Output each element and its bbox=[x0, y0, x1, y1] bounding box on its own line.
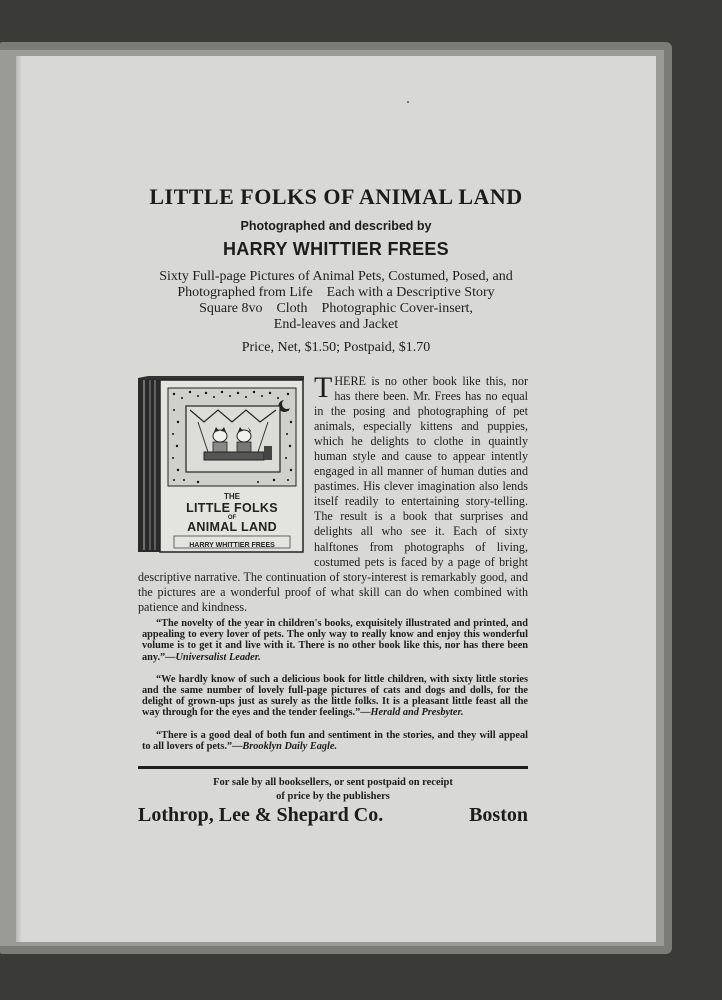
press-quote bbox=[142, 618, 528, 663]
book-description bbox=[16, 269, 656, 333]
quote-source: Universalist Leader. bbox=[175, 651, 261, 663]
quote-text: “There is a good deal of both fun and sentiment in the stories, and they will appeal to all lovers of pets.”— bbox=[142, 729, 528, 752]
blurb-text: HERE is no other book like this, nor has there been. Mr. Frees has no equal in the posing and photographing of pet animals, especially kittens and puppies, which he delights to clothe in quaintly human style and cause to appear intently engaged in all manner of human duties and pastimes. His clever imagination also lends itself readily to entertaining story-telling. The result is a book that surprises and delights all who see it. Each of sixty halftones from photographs of living, costumed pets is faced by a page of bright descriptive narrative. The continuation of story-interest is remarkably good, and the pictures are a wonderful proof of what skill can do when combined with patience and kindness. bbox=[138, 374, 528, 614]
sale-notice bbox=[138, 776, 528, 804]
description-line: Photographed from Life Each with a Descriptive Story bbox=[177, 285, 495, 300]
book-cover-of: OF bbox=[227, 515, 237, 521]
book-cover-title-line1: LITTLE FOLKS bbox=[186, 501, 278, 515]
quote-text: “We hardly know of such a delicious book for little children, with sixty little stories and the same number of lovely full-page pictures of cats and dogs and dolls, for the delight of grown-ups just as surely as the little folks. It is a pleasant little feast all the way through for the eyes and the tender feelings.”— bbox=[142, 673, 528, 719]
description-line: Square 8vo Cloth Photographic Cover-insert, bbox=[199, 301, 473, 316]
price-line: Price, Net, $1.50; Postpaid, $1.70 bbox=[241, 340, 431, 355]
drop-cap: T bbox=[314, 371, 333, 404]
byline: Photographed and described by bbox=[240, 219, 432, 233]
book-blurb bbox=[138, 371, 528, 615]
book-cover-the: THE bbox=[224, 492, 240, 501]
publisher-name: Lothrop, Lee & Shepard Co. bbox=[138, 804, 384, 826]
quote-source: Brooklyn Daily Eagle. bbox=[242, 740, 338, 752]
press-quote bbox=[142, 730, 528, 752]
book-cover-title-line2: ANIMAL LAND bbox=[187, 520, 277, 534]
press-quotes bbox=[142, 618, 528, 763]
illustration-space bbox=[138, 374, 314, 569]
description-line: Sixty Full-page Pictures of Animal Pets, Costumed, Posed, and bbox=[159, 269, 513, 284]
quote-text: “The novelty of the year in children's books, exquisitely illustrated and printed, and appealing to every lover of pets. The only way to really know and enjoy this wonderful volume is to get it and live with it. There is no other book like this, nor has there been any.”— bbox=[142, 618, 528, 663]
quote-source: Herald and Presbyter. bbox=[370, 707, 464, 719]
book-cover-author: HARRY WHITTIER FREES bbox=[189, 542, 275, 549]
book-page bbox=[16, 56, 656, 942]
paper-speck bbox=[407, 101, 409, 103]
sale-line: For sale by all booksellers, or sent postpaid on receipt bbox=[213, 777, 453, 788]
author-name: HARRY WHITTIER FREES bbox=[222, 239, 449, 259]
publisher-city: Boston bbox=[469, 804, 528, 826]
divider-rule bbox=[138, 766, 528, 769]
sale-line: of price by the publishers bbox=[276, 791, 390, 802]
description-line: End-leaves and Jacket bbox=[273, 317, 399, 332]
press-quote bbox=[142, 674, 528, 719]
page-title: LITTLE FOLKS OF ANIMAL LAND bbox=[149, 184, 523, 209]
